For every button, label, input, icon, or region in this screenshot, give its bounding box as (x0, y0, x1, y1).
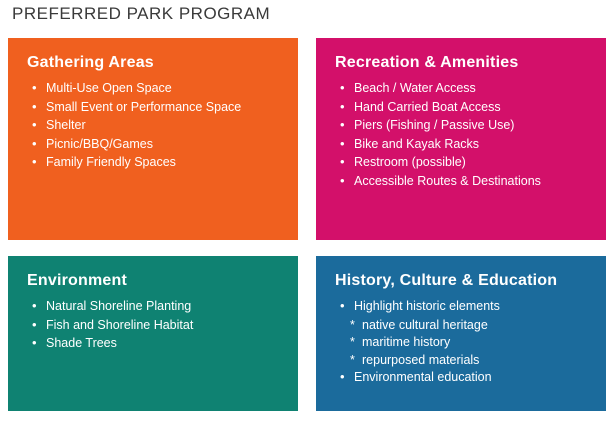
list-item-label: Small Event or Performance Space (46, 99, 242, 114)
card-list-history-second (332, 369, 592, 387)
list-item (32, 298, 284, 316)
card-title-environment: Environment (27, 272, 127, 289)
bullet-dot-icon: • (32, 135, 37, 151)
list-item-label: Fish and Shoreline Habitat (46, 317, 194, 332)
list-item (340, 298, 592, 316)
list-item (340, 117, 592, 135)
list-item (32, 335, 284, 353)
list-item-label: Accessible Routes & Destinations (354, 173, 541, 188)
sub-list-item-label: maritime history (362, 335, 451, 349)
bullet-dot-icon: • (340, 117, 345, 132)
bullet-dot-icon: • (32, 117, 37, 132)
bullet-dot-icon: • (340, 80, 345, 95)
list-item (340, 80, 592, 98)
card-title-recreation: Recreation & Amenities (335, 54, 519, 71)
bullet-dot-icon: • (32, 316, 37, 332)
list-item-label: Natural Shoreline Planting (46, 299, 192, 313)
list-item-label: Beach / Water Access (354, 81, 476, 95)
page-title: PREFERRED PARK PROGRAM (12, 4, 271, 23)
card-recreation-amenities (316, 38, 606, 240)
sub-list-item-label: repurposed materials (362, 352, 480, 367)
list-item (32, 117, 284, 135)
card-list-environment (24, 298, 284, 353)
list-item (32, 99, 284, 117)
list-item (340, 99, 592, 117)
list-item-label: Shelter (46, 118, 86, 132)
bullet-dot-icon: • (32, 154, 37, 169)
sub-list-item (350, 352, 592, 370)
card-list-recreation (332, 80, 592, 190)
card-gathering-areas (8, 38, 298, 240)
list-item-label: Picnic/BBQ/Games (46, 136, 153, 151)
bullet-dot-icon: • (340, 135, 345, 151)
card-environment (8, 256, 298, 411)
card-list-gathering (24, 80, 284, 172)
list-item (32, 154, 284, 172)
bullet-dot-icon: • (340, 369, 345, 384)
card-title-gathering: Gathering Areas (27, 54, 154, 71)
program-card-grid (8, 38, 606, 411)
list-item-label: Bike and Kayak Racks (354, 136, 480, 151)
list-item-label: Hand Carried Boat Access (354, 99, 501, 114)
bullet-star-icon: * (350, 317, 355, 332)
sub-list-item (350, 334, 592, 352)
list-item-label: Piers (Fishing / Passive Use) (354, 118, 515, 132)
bullet-dot-icon: • (340, 98, 345, 114)
bullet-dot-icon: • (340, 172, 345, 188)
bullet-dot-icon: • (32, 98, 37, 114)
card-list-history (332, 298, 592, 316)
bullet-star-icon: * (350, 352, 355, 367)
bullet-dot-icon: • (340, 298, 345, 313)
list-item-label: Shade Trees (46, 336, 117, 350)
bullet-star-icon: * (350, 335, 355, 349)
list-item (340, 173, 592, 191)
list-item-label: Multi-Use Open Space (46, 81, 172, 95)
list-item (32, 136, 284, 154)
card-history-culture-education (316, 256, 606, 411)
list-item-label: Environmental education (354, 370, 492, 384)
bullet-dot-icon: • (32, 335, 37, 350)
list-item (32, 317, 284, 335)
bullet-dot-icon: • (32, 298, 37, 313)
list-item-label: Highlight historic elements (354, 299, 500, 313)
sub-list-item (350, 317, 592, 335)
list-item (340, 369, 592, 387)
card-sublist-history (332, 317, 592, 370)
card-title-history: History, Culture & Education (335, 272, 558, 289)
list-item (340, 136, 592, 154)
list-item (32, 80, 284, 98)
bullet-dot-icon: • (32, 80, 37, 95)
sub-list-item-label: native cultural heritage (362, 317, 488, 332)
list-item-label: Family Friendly Spaces (46, 155, 176, 169)
bullet-dot-icon: • (340, 154, 345, 169)
list-item (340, 154, 592, 172)
list-item-label: Restroom (possible) (354, 155, 466, 169)
